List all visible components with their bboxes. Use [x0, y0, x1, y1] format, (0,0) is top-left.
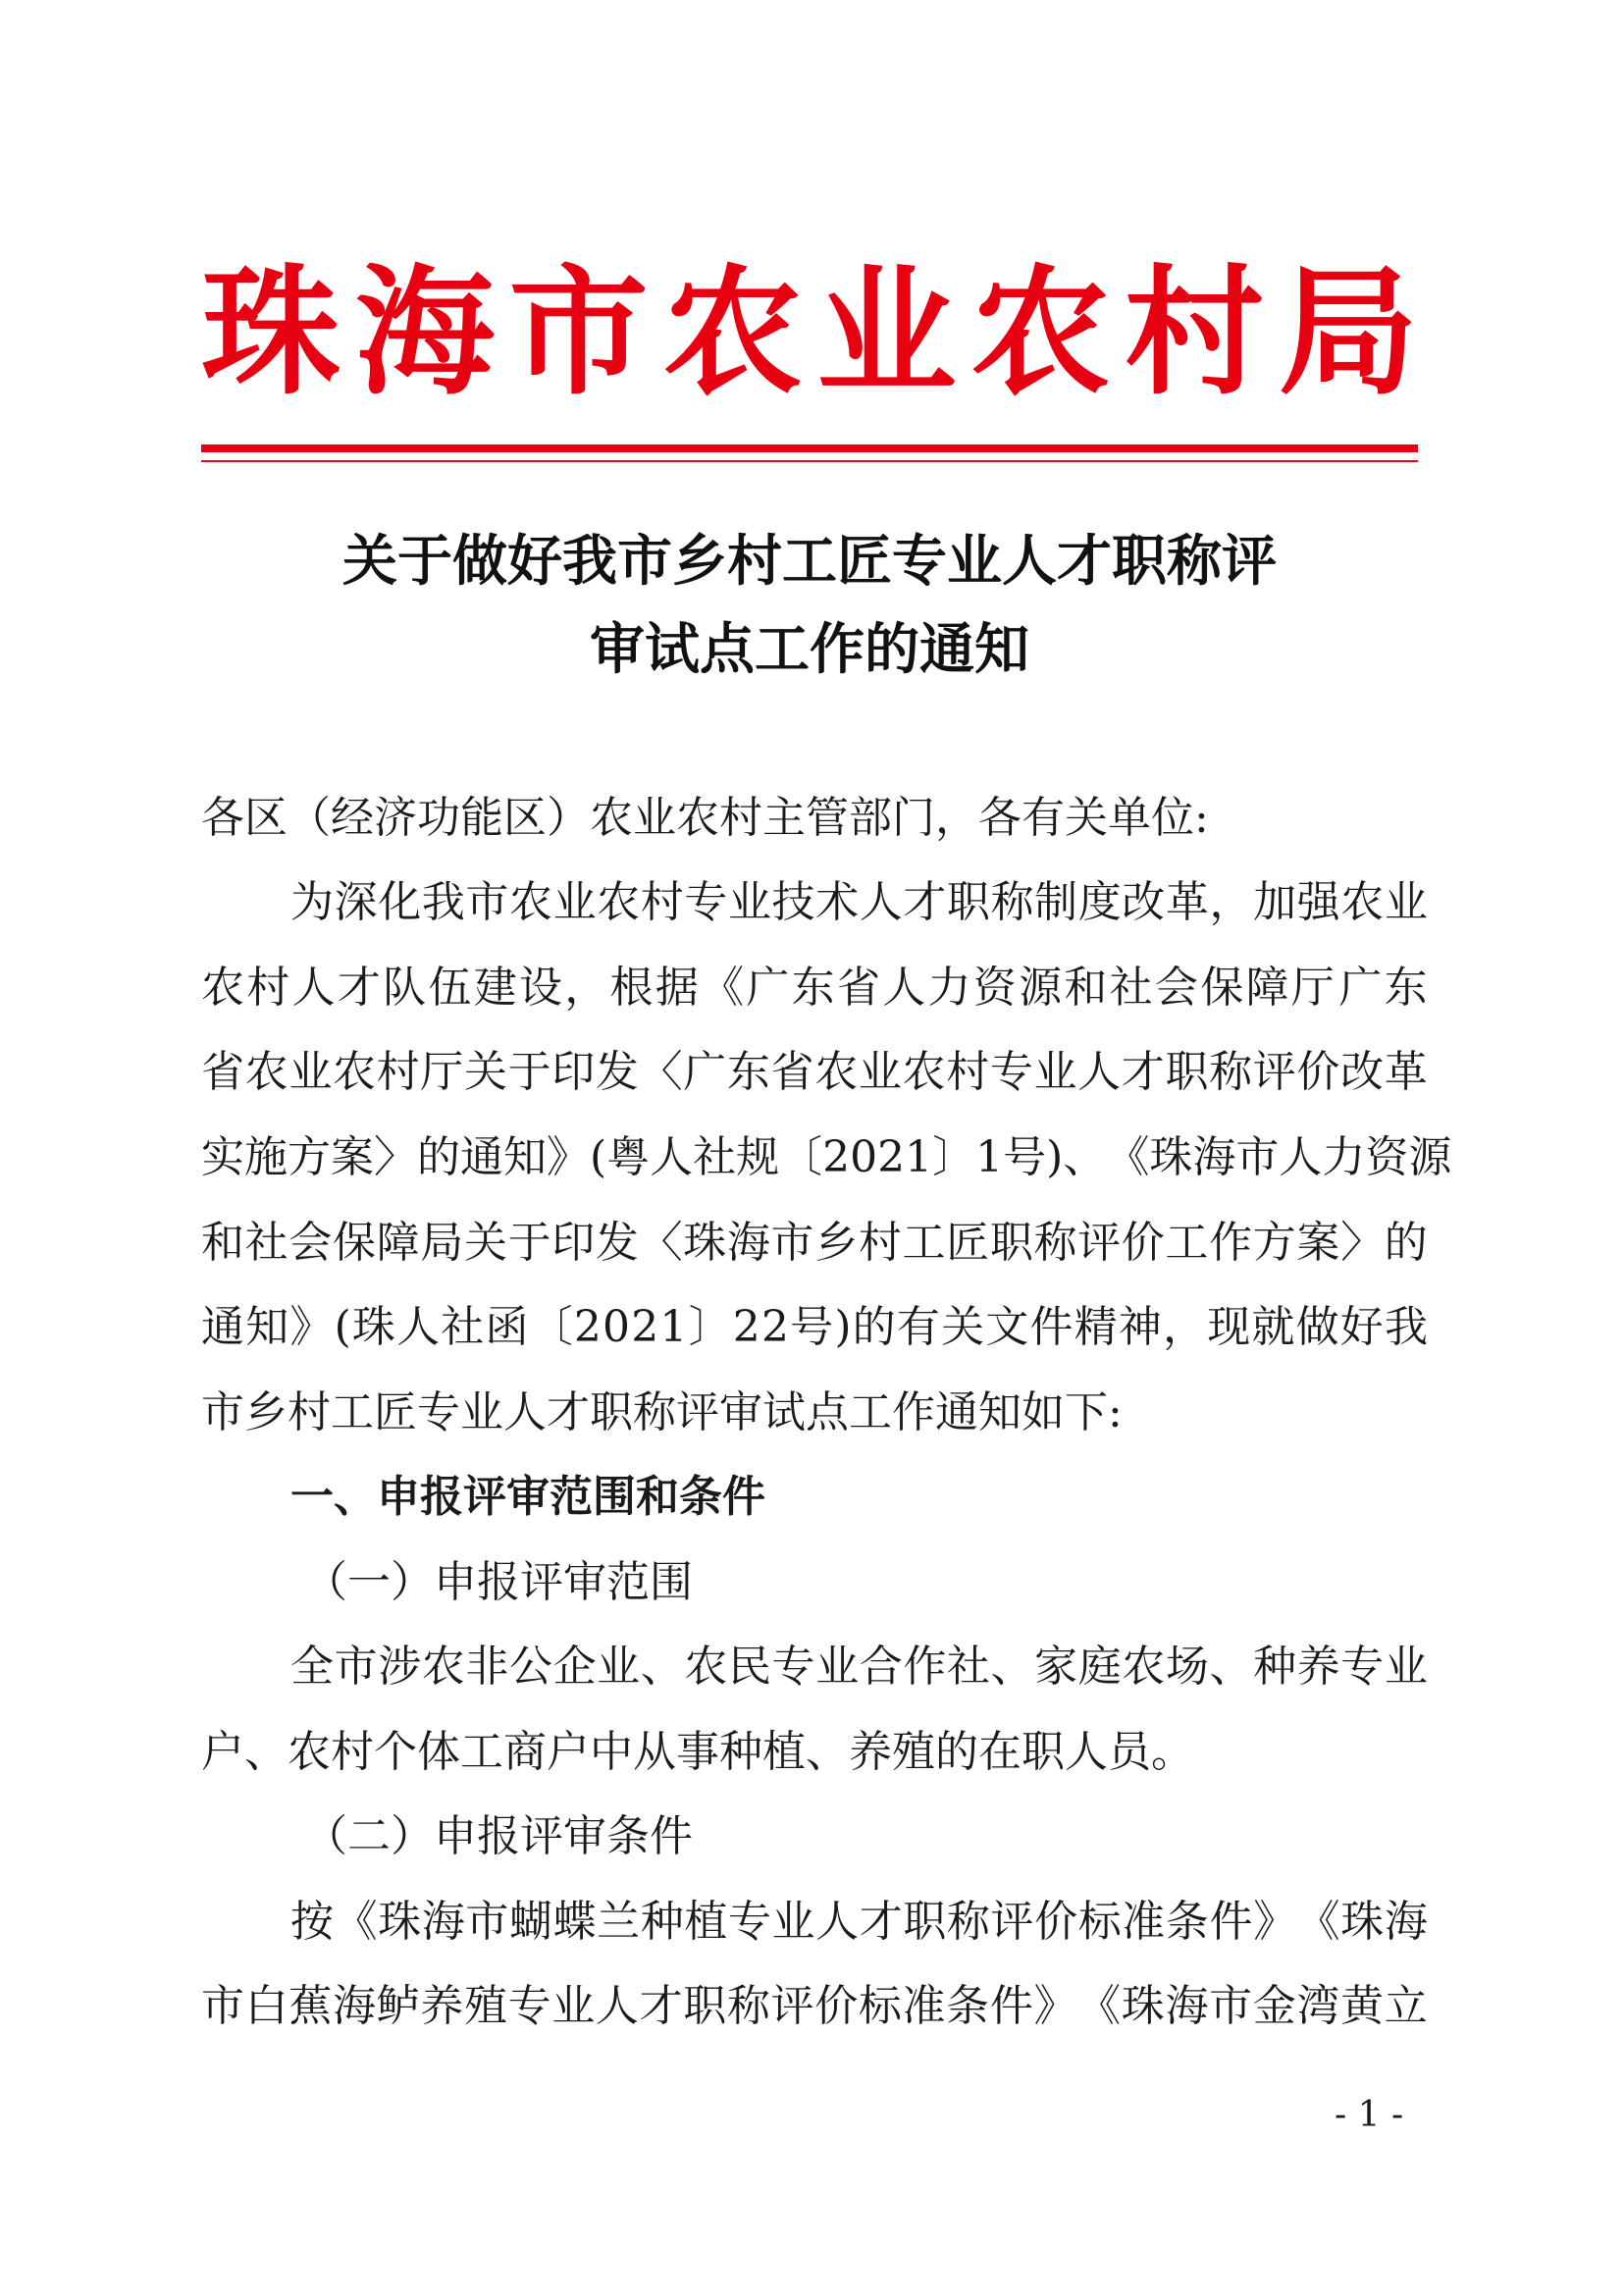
scope-line: 户、农村个体工商户中从事种植、养殖的在职人员。	[201, 1727, 1194, 1777]
agency-masthead	[201, 250, 1418, 417]
intro-line: 为 深 化 我 市 农 业 农 村 专 业 技 术 人 才 职 称 制 度 改 革 ， 加 强 农 业	[290, 877, 1428, 927]
red-divider-thick	[201, 444, 1418, 452]
masthead-char: 农	[970, 252, 1111, 414]
masthead-char: 局	[1278, 252, 1418, 414]
salutation-text: 各区（经济功能区）农业农村主管部门，各有关单位:	[201, 793, 1209, 843]
subsection-heading-1: （一）申报评审范围	[304, 1557, 693, 1607]
salutation	[201, 793, 1428, 843]
intro-line: 市乡村工匠专业人才职称评审试点工作通知如下:	[201, 1387, 1123, 1437]
conditions-line: 按 《 珠 海 市 蝴 蝶 兰 种 植 专 业 人 才 职 称 评 价 标 准 条 件 》 《 珠 海	[290, 1897, 1428, 1947]
masthead-char: 海	[354, 252, 495, 414]
page-number: - 1 -	[1335, 2095, 1404, 2135]
conditions-line: 市 白 蕉 海 鲈 养 殖 专 业 人 才 职 称 评 价 标 准 条 件 》 《 珠 海 市 金 湾 黄 立	[201, 1981, 1428, 2031]
document-title-line-1: 关于做好我市乡村工匠专业人才职称评	[342, 530, 1277, 594]
masthead-char: 业	[816, 252, 957, 414]
intro-line: 通 知 》 ( 珠 人 社 函 〔 2 0 2 1 〕 2 2 号 ) 的 有 关 文 件 精 神 ， 现 就 做 好 我	[201, 1302, 1428, 1352]
subsection-heading-2: （二）申报评审条件	[304, 1811, 693, 1861]
intro-line: 和 社 会 保 障 局 关 于 印 发 〈 珠 海 市 乡 村 工 匠 职 称 评 价 工 作 方 案 〉 的	[201, 1218, 1428, 1268]
red-divider-thin	[201, 460, 1418, 462]
masthead-char: 市	[508, 252, 649, 414]
masthead-char: 农	[662, 252, 803, 414]
document-title-line-2: 审试点工作的通知	[590, 618, 1029, 682]
intro-line: 农 村 人 才 队 伍 建 设 ， 根 据 《 广 东 省 人 力 资 源 和 社 会 保 障 厅 广 东	[201, 963, 1428, 1013]
intro-line: 实 施 方 案 〉 的 通 知 》 ( 粤 人 社 规 〔 2 0 2 1 〕 1 号 ) 、 《 珠 海 市 人 力 资 源	[201, 1132, 1452, 1182]
masthead-char: 村	[1125, 252, 1265, 414]
section-heading-1: 一、申报评审范围和条件	[290, 1472, 765, 1522]
intro-line: 省 农 业 农 村 厅 关 于 印 发 〈 广 东 省 农 业 农 村 专 业 人 才 职 称 评 价 改 革	[201, 1047, 1428, 1097]
masthead-char: 珠	[201, 252, 341, 414]
scope-line: 全 市 涉 农 非 公 企 业 、 农 民 专 业 合 作 社 、 家 庭 农 场 、 种 养 专 业	[290, 1642, 1428, 1692]
